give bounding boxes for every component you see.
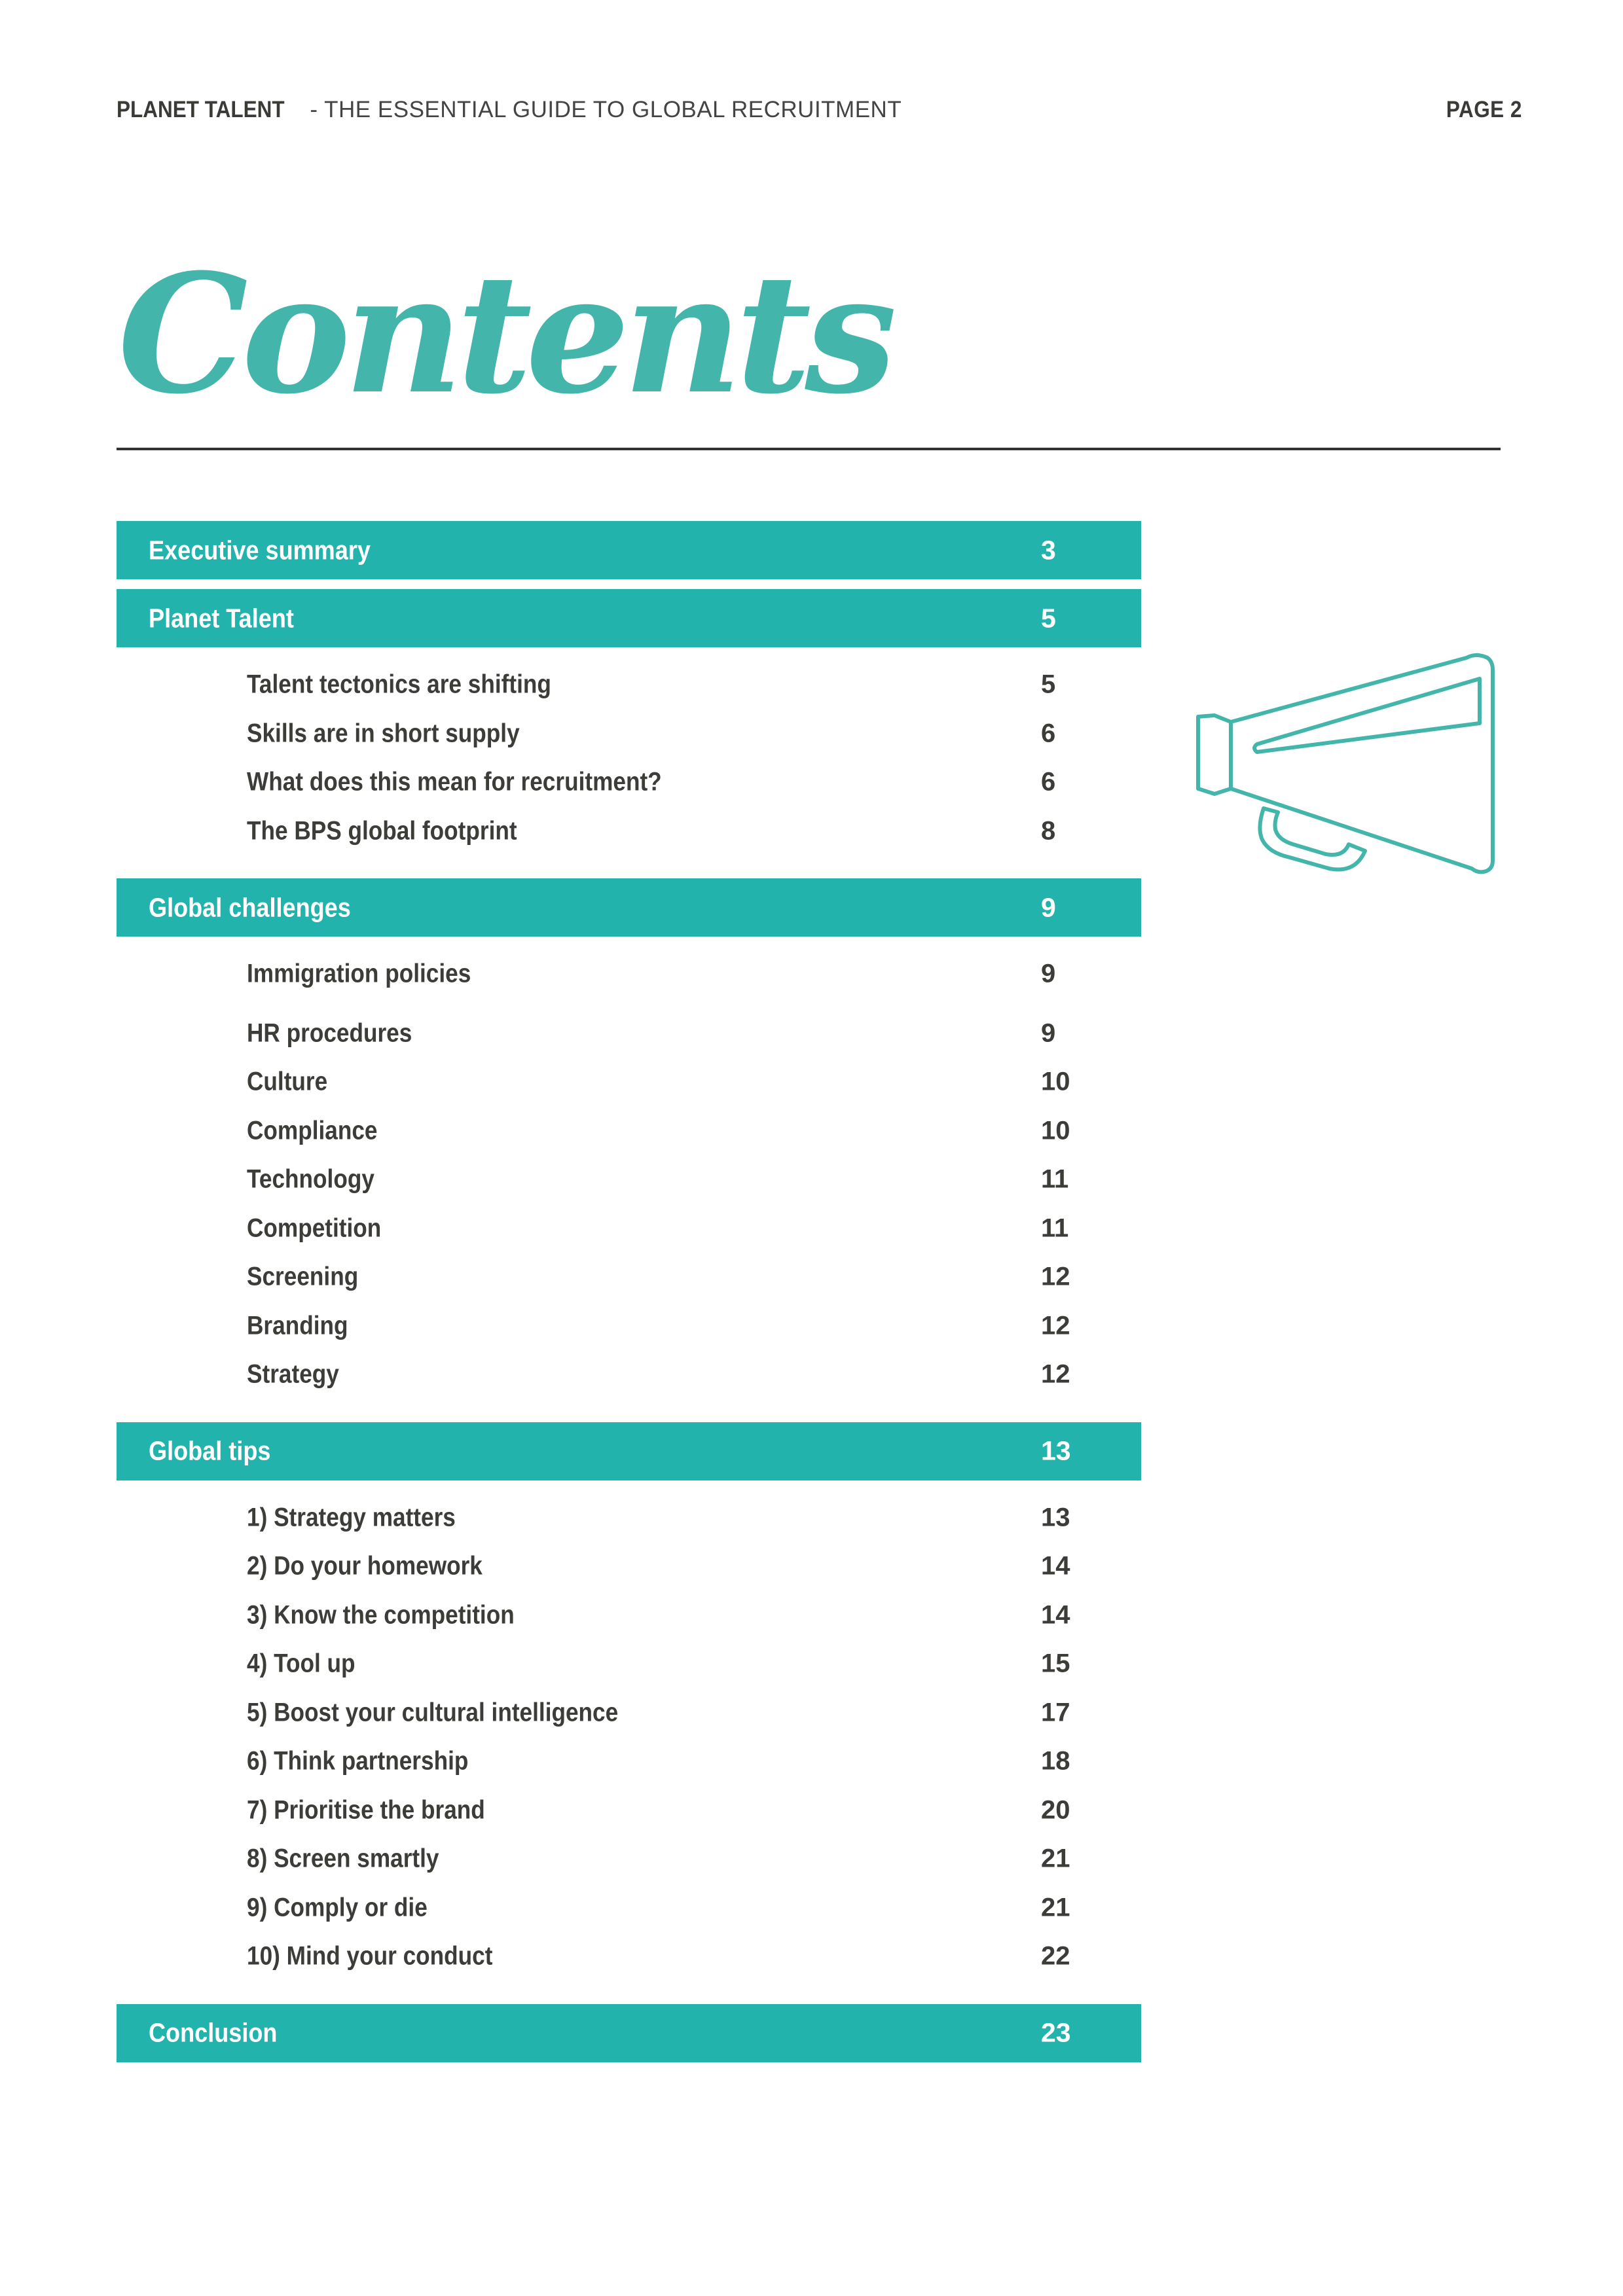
toc-item-label: 10) Mind your conduct xyxy=(247,1941,493,1971)
toc-item-label: 6) Think partnership xyxy=(247,1746,469,1776)
toc-item[interactable] xyxy=(117,1350,1141,1399)
toc-section-page: 3 xyxy=(1041,535,1056,565)
table-of-contents xyxy=(117,521,1141,2062)
toc-item-label: 9) Comply or die xyxy=(247,1893,428,1922)
toc-item-page: 11 xyxy=(1041,1213,1069,1243)
toc-item-list xyxy=(117,937,1141,1412)
toc-section-page: 9 xyxy=(1041,892,1056,922)
toc-item[interactable] xyxy=(117,1009,1141,1058)
toc-item-page: 15 xyxy=(1041,1649,1070,1678)
toc-section-page: 23 xyxy=(1041,2017,1071,2048)
toc-item-page: 12 xyxy=(1041,1311,1070,1340)
toc-item-page: 14 xyxy=(1041,1551,1070,1581)
toc-item-label: The BPS global footprint xyxy=(247,816,517,846)
toc-item-list xyxy=(117,647,1141,869)
toc-item-label: Culture xyxy=(247,1067,328,1096)
header-brand: PLANET TALENT xyxy=(117,97,285,122)
toc-item[interactable] xyxy=(117,1884,1141,1933)
toc-item[interactable] xyxy=(117,1204,1141,1253)
toc-item-label: Immigration policies xyxy=(247,959,471,988)
toc-item-page: 8 xyxy=(1041,816,1056,846)
header-subtitle: THE ESSENTIAL GUIDE TO GLOBAL RECRUITMENT xyxy=(324,97,902,122)
toc-item-page: 6 xyxy=(1041,719,1056,748)
toc-section-label: Global challenges xyxy=(149,892,351,922)
toc-section-label: Conclusion xyxy=(149,2017,278,2048)
toc-item-page: 5 xyxy=(1041,670,1056,699)
page-header xyxy=(117,95,1522,125)
toc-item[interactable] xyxy=(117,950,1141,999)
title-divider xyxy=(117,448,1501,450)
toc-item-page: 18 xyxy=(1041,1746,1070,1776)
toc-item[interactable] xyxy=(117,1494,1141,1543)
toc-item-page: 9 xyxy=(1041,1018,1056,1048)
toc-item-label: 5) Boost your cultural intelligence xyxy=(247,1698,619,1727)
toc-item-label: What does this mean for recruitment? xyxy=(247,767,662,797)
toc-item-label: 1) Strategy matters xyxy=(247,1503,456,1532)
toc-item-page: 13 xyxy=(1041,1503,1070,1532)
toc-section-page: 13 xyxy=(1041,1435,1071,1466)
toc-item-page: 6 xyxy=(1041,767,1056,797)
toc-item-label: HR procedures xyxy=(247,1018,412,1048)
toc-item-page: 20 xyxy=(1041,1795,1070,1825)
toc-item-page: 12 xyxy=(1041,1262,1070,1291)
header-separator: - xyxy=(303,97,325,122)
toc-item-label: Competition xyxy=(247,1213,382,1243)
toc-section-label: Executive summary xyxy=(149,535,371,565)
page-title: Contents xyxy=(118,238,891,430)
toc-item-label: Compliance xyxy=(247,1116,378,1145)
toc-item[interactable] xyxy=(117,758,1141,807)
toc-section-label: Planet Talent xyxy=(149,603,294,633)
toc-section-planet-talent[interactable] xyxy=(117,589,1141,647)
toc-item-label: 3) Know the competition xyxy=(247,1600,515,1630)
toc-item[interactable] xyxy=(117,1737,1141,1786)
toc-item-page: 10 xyxy=(1041,1067,1070,1096)
toc-item[interactable] xyxy=(117,1786,1141,1835)
toc-item-label: 2) Do your homework xyxy=(247,1551,483,1581)
toc-item[interactable] xyxy=(117,1107,1141,1156)
toc-item-page: 11 xyxy=(1041,1164,1069,1194)
toc-item-page: 22 xyxy=(1041,1941,1070,1971)
toc-item[interactable] xyxy=(117,1932,1141,1981)
toc-item[interactable] xyxy=(117,1302,1141,1351)
toc-section-conclusion[interactable] xyxy=(117,2004,1141,2062)
toc-item[interactable] xyxy=(117,1542,1141,1591)
toc-section-label: Global tips xyxy=(149,1435,271,1466)
toc-item[interactable] xyxy=(117,1253,1141,1302)
toc-item[interactable] xyxy=(117,1689,1141,1738)
toc-item-page: 9 xyxy=(1041,959,1056,988)
toc-item-label: 4) Tool up xyxy=(247,1649,356,1678)
toc-section-page: 5 xyxy=(1041,603,1056,633)
toc-item-label: Talent tectonics are shifting xyxy=(247,670,551,699)
toc-item[interactable] xyxy=(117,807,1141,856)
toc-section-executive-summary[interactable] xyxy=(117,521,1141,579)
toc-section-global-challenges[interactable] xyxy=(117,878,1141,937)
page-number: PAGE 2 xyxy=(1446,97,1522,122)
toc-item[interactable] xyxy=(117,709,1141,759)
toc-item-label: Strategy xyxy=(247,1359,339,1389)
toc-item-label: 8) Screen smartly xyxy=(247,1844,439,1873)
toc-item-page: 12 xyxy=(1041,1359,1070,1389)
toc-item[interactable] xyxy=(117,1155,1141,1204)
toc-section-global-tips[interactable] xyxy=(117,1422,1141,1480)
toc-item[interactable] xyxy=(117,1591,1141,1640)
toc-item-page: 21 xyxy=(1041,1844,1070,1873)
toc-item-label: Branding xyxy=(247,1311,348,1340)
toc-item-list xyxy=(117,1480,1141,1994)
toc-item-label: Technology xyxy=(247,1164,374,1194)
toc-item-page: 21 xyxy=(1041,1893,1070,1922)
toc-item[interactable] xyxy=(117,1640,1141,1689)
toc-item-page: 10 xyxy=(1041,1116,1070,1145)
toc-item-label: Skills are in short supply xyxy=(247,719,520,748)
toc-item-label: Screening xyxy=(247,1262,359,1291)
toc-item[interactable] xyxy=(117,1835,1141,1884)
toc-item[interactable] xyxy=(117,1058,1141,1107)
toc-item-page: 17 xyxy=(1041,1698,1070,1727)
megaphone-icon xyxy=(1192,632,1512,900)
toc-item-label: 7) Prioritise the brand xyxy=(247,1795,485,1825)
toc-item[interactable] xyxy=(117,660,1141,709)
toc-item-page: 14 xyxy=(1041,1600,1070,1630)
